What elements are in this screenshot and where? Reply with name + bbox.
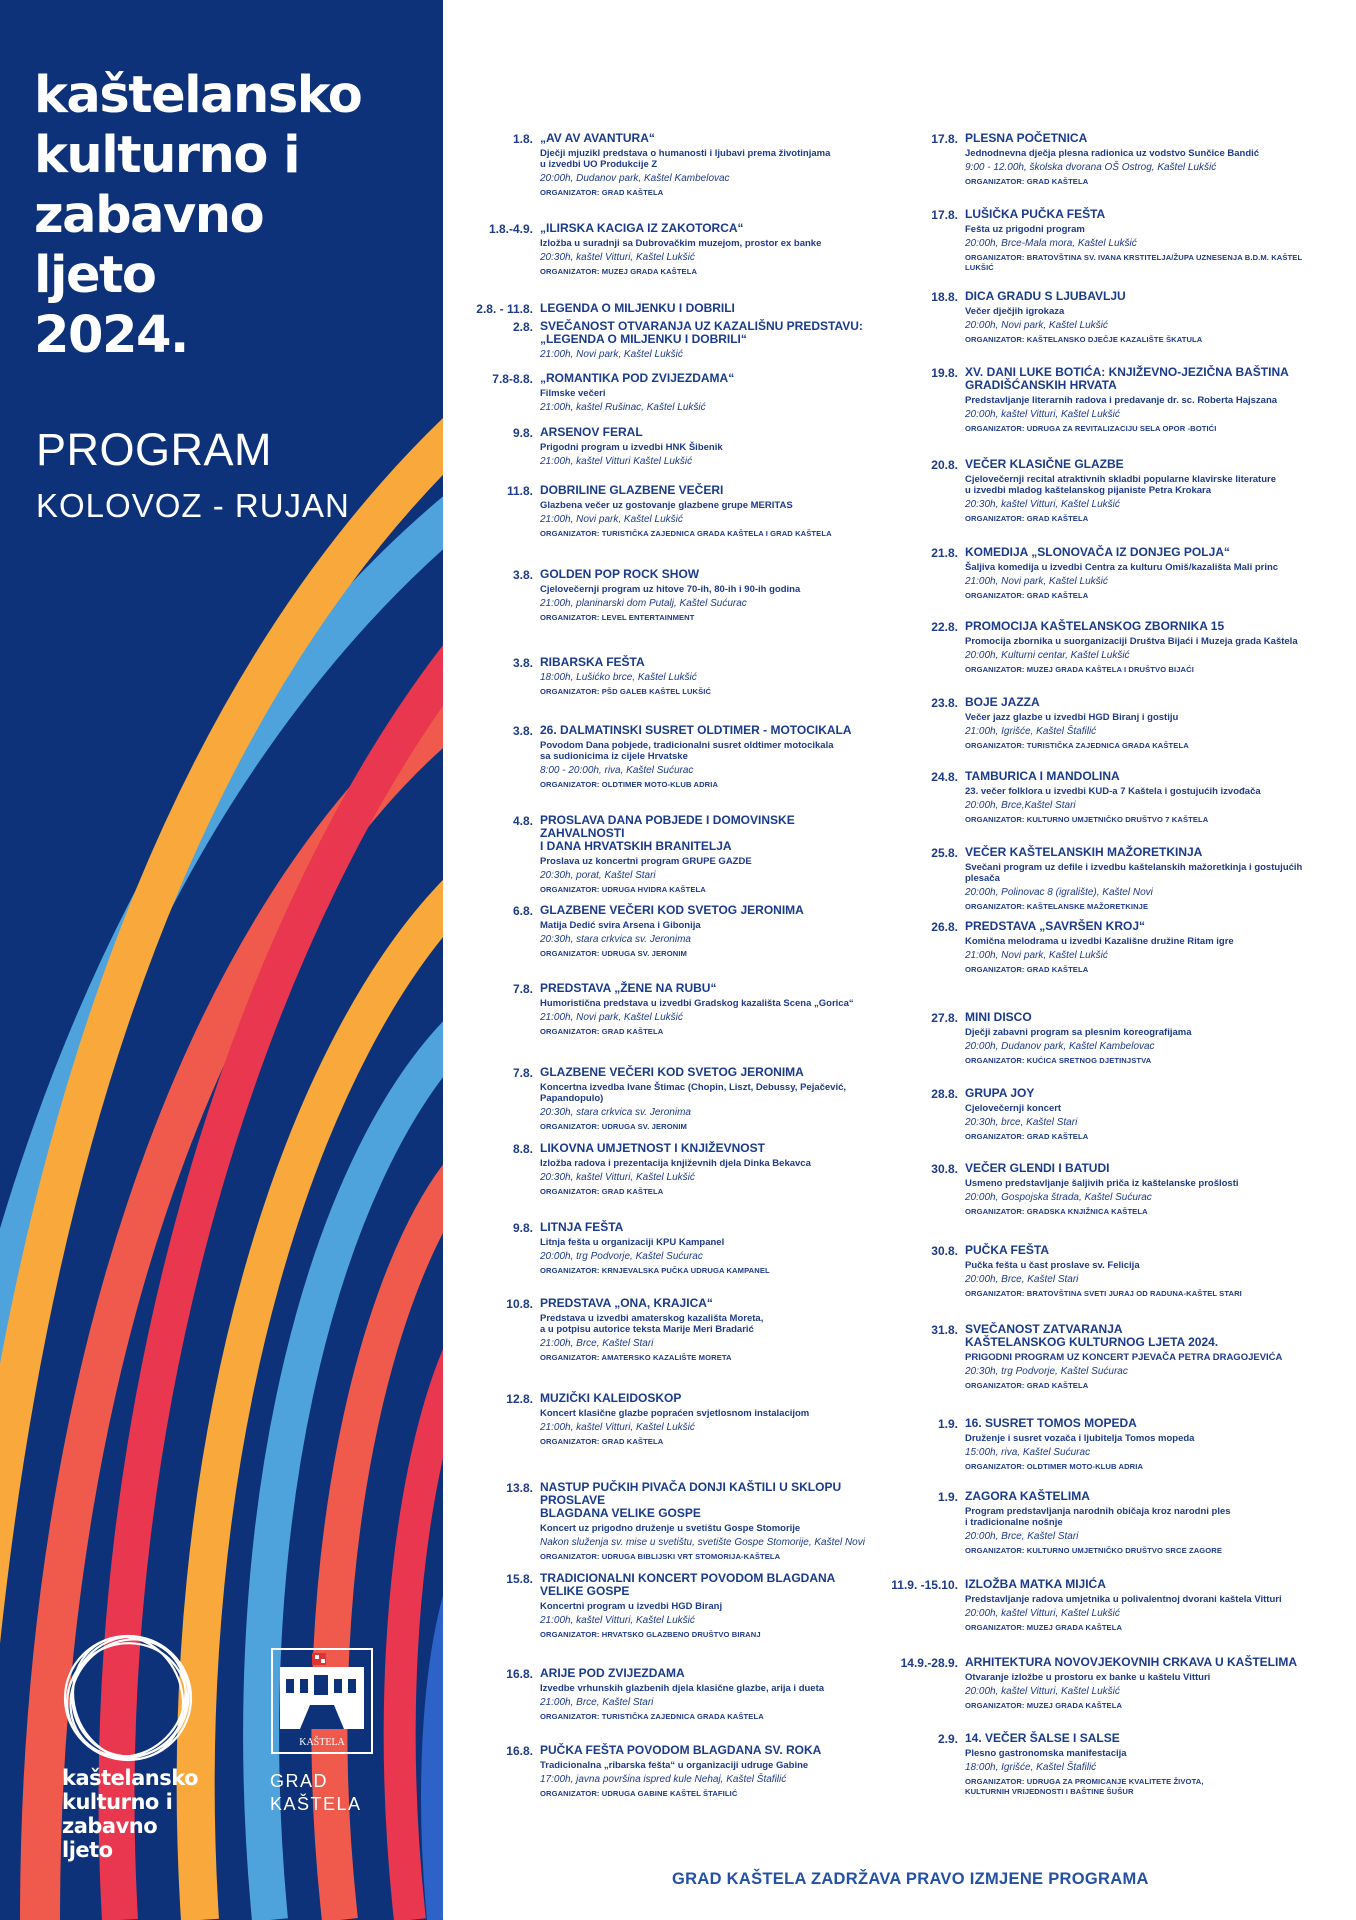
event-date: 28.8. — [931, 1087, 958, 1101]
event-time-location: 20:30h, kaštel Vitturi, Kaštel Lukšić — [540, 252, 695, 263]
event-time-location: 20:00h, kaštel Vitturi, Kaštel Lukšić — [965, 1608, 1120, 1619]
event-date: 27.8. — [931, 1011, 958, 1025]
event-time-location: 21:00h, Novi park, Kaštel Lukšić — [540, 349, 683, 360]
title-line: kulturno i — [34, 126, 300, 185]
event-description: Promocija zbornika u suorganizaciji Društva Bijaći i Muzeja grada Kaštela — [965, 636, 1298, 647]
event-date: 31.8. — [931, 1323, 958, 1337]
event-organizer: ORGANIZATOR: MUZEJ GRADA KAŠTELA — [965, 1701, 1123, 1710]
event-time-location: 21:00h, Brce, Kaštel Stari — [540, 1697, 654, 1708]
event-organizer: ORGANIZATOR: OLDTIMER MOTO-KLUB ADRIA — [965, 1462, 1144, 1471]
event-title: 14. VEČER ŠALSE I SALSE — [965, 1731, 1120, 1745]
event-item — [931, 845, 1315, 912]
event-organizer: ORGANIZATOR: GRAD KAŠTELA — [965, 1132, 1089, 1141]
event-item — [931, 289, 1315, 345]
event-organizer: ORGANIZATOR: GRAD KAŠTELA — [540, 1027, 664, 1036]
event-description: Cjelovečernji koncert — [965, 1103, 1062, 1114]
title-line: zabavno — [34, 186, 264, 245]
event-time-location: 18:00h, Igrišće, Kaštel Štafilić — [965, 1762, 1097, 1773]
event-organizer: ORGANIZATOR: UDRUGA SV. JERONIM — [540, 1122, 687, 1131]
event-time-location: 20:00h, trg Podvorje, Kaštel Sućurac — [540, 1251, 703, 1262]
event-title: LIKOVNA UMJETNOST I KNJIŽEVNOST — [540, 1141, 765, 1155]
event-title: LUŠIČKA PUČKA FEŠTA — [965, 207, 1106, 221]
event-title: DOBRILINE GLAZBENE VEČERI — [540, 483, 724, 497]
event-title: ARHITEKTURA NOVOVJEKOVNIH CRKAVA U KAŠTELIMA — [965, 1655, 1298, 1669]
event-date: 19.8. — [931, 366, 958, 380]
event-organizer: ORGANIZATOR: MUZEJ GRADA KAŠTELA — [965, 1623, 1123, 1632]
event-organizer: ORGANIZATOR: LEVEL ENTERTAINMENT — [540, 613, 695, 622]
event-item — [512, 567, 875, 623]
event-time-location: 15:00h, riva, Kaštel Sućurac — [965, 1447, 1091, 1458]
event-organizer: ORGANIZATOR: TURISTIČKA ZAJEDNICA GRADA KAŠTELA — [965, 741, 1189, 750]
event-description: Program predstavljanja narodnih običaja kroz narodni ples i tradicionalne nošnje — [965, 1506, 1231, 1528]
event-description: Plesno gastronomska manifestacija — [965, 1748, 1127, 1759]
event-description: Otvaranje izložbe u prostoru ex banke u kaštelu Vitturi — [965, 1672, 1211, 1683]
event-organizer: ORGANIZATOR: GRAD KAŠTELA — [540, 1437, 664, 1446]
event-title: „AV AV AVANTURA“ — [540, 131, 655, 145]
event-date: 11.9. -15.10. — [891, 1578, 958, 1592]
event-date: 23.8. — [931, 696, 958, 710]
event-time-location: 20:00h, Brce, Kaštel Stari — [965, 1531, 1079, 1542]
event-item — [931, 695, 1315, 751]
event-time-location: 20:00h, Novi park, Kaštel Lukšić — [965, 320, 1108, 331]
event-time-location: 18:00h, Lušićko brce, Kaštel Lukšić — [540, 672, 697, 683]
event-time-location: 20:00h, Brce-Mala mora, Kaštel Lukšić — [965, 238, 1137, 249]
event-description: Glazbena večer uz gostovanje glazbene grupe MERITAS — [540, 500, 793, 511]
event-title: GRUPA JOY — [965, 1086, 1035, 1100]
event-date: 1.9. — [937, 1417, 958, 1431]
event-organizer: ORGANIZATOR: KAŠTELANSKO DJEČJE KAZALIŠTE ŠKATULA — [965, 335, 1203, 344]
event-time-location: 20:30h, trg Podvorje, Kaštel Sućurac — [965, 1366, 1128, 1377]
event-date: 26.8. — [931, 920, 958, 934]
event-time-location: 20:00h, Brce,Kaštel Stari — [965, 800, 1076, 811]
event-description: Svečani program uz defile i izvedbu kaštelanskih mažoretkinja i gostujućih plesača — [965, 862, 1303, 884]
event-item — [931, 365, 1315, 434]
event-time-location: 20:00h, kaštel Vitturi, Kaštel Lukšić — [965, 409, 1120, 420]
event-item — [937, 1731, 1315, 1797]
event-date: 18.8. — [931, 290, 958, 304]
event-item — [512, 425, 875, 468]
event-item — [931, 1161, 1315, 1217]
event-title: IZLOŽBA MATKA MIJIĆA — [965, 1577, 1106, 1591]
event-item — [512, 655, 875, 697]
event-title: PROMOCIJA KAŠTELANSKOG ZBORNIKA 15 — [965, 619, 1225, 633]
event-title: PREDSTAVA „ŽENE NA RUBU“ — [540, 981, 717, 995]
event-time-location: 20:30h, stara crkvica sv. Jeronima — [540, 1107, 691, 1118]
event-item — [937, 1416, 1315, 1472]
event-description: Izvedbe vrhunskih glazbenih djela klasične glazbe, arija i dueta — [540, 1683, 825, 1694]
event-description: Fešta uz prigodni program — [965, 224, 1085, 235]
event-organizer: ORGANIZATOR: UDRUGA GABINE KAŠTEL ŠTAFILIĆ — [540, 1789, 738, 1798]
event-organizer: ORGANIZATOR: KRNJEVALSKA PUČKA UDRUGA KAMPANEL — [540, 1266, 770, 1275]
event-item — [506, 1391, 875, 1447]
event-date: 30.8. — [931, 1162, 958, 1176]
event-title: ARIJE POD ZVIJEZDAMA — [540, 1666, 685, 1680]
event-description: Predstavljanje radova umjetnika u polivalentnoj dvorani kaštela Vitturi — [965, 1594, 1282, 1605]
event-date: 3.8. — [512, 656, 533, 670]
event-item — [476, 301, 875, 316]
event-title: VEČER KAŠTELANSKIH MAŽORETKINJA — [965, 845, 1203, 859]
event-item — [512, 981, 875, 1037]
event-time-location: 21:00h, kaštel Vitturi, Kaštel Lukšić — [540, 1422, 695, 1433]
event-item — [891, 1577, 1315, 1633]
title-line: kaštelansko — [34, 66, 362, 125]
event-item — [900, 1655, 1315, 1711]
event-title: ARSENOV FERAL — [540, 425, 643, 439]
event-title: 26. DALMATINSKI SUSRET OLDTIMER - MOTOCIKALA — [540, 723, 852, 737]
event-title: LEGENDA O MILJENKU I DOBRILI — [540, 301, 735, 315]
event-organizer: ORGANIZATOR: GRAD KAŠTELA — [965, 177, 1089, 186]
event-date: 8.8. — [512, 1142, 533, 1156]
event-time-location: 20:00h, Polinovac 8 (igralište), Kaštel Novi — [965, 887, 1153, 898]
event-title: TAMBURICA I MANDOLINA — [965, 769, 1120, 783]
logo-line: kaštelansko — [62, 1766, 199, 1790]
event-organizer: ORGANIZATOR: MUZEJ GRADA KAŠTELA — [540, 267, 698, 276]
event-title: SVEČANOST ZATVARANJA KAŠTELANSKOG KULTURNOG LJETA 2024. — [965, 1322, 1219, 1349]
event-title: NASTUP PUČKIH PIVAČA DONJI KAŠTILI U SKLOPU PROSLAVE BLAGDANA VELIKE GOSPE — [540, 1480, 842, 1520]
event-title: SVEČANOST OTVARANJA UZ KAZALIŠNU PREDSTAVU: „LEGENDA O MILJENKU I DOBRILI“ — [540, 319, 863, 346]
event-title: PREDSTAVA „SAVRŠEN KROJ“ — [965, 919, 1146, 933]
event-organizer: ORGANIZATOR: KULTURNO UMJETNIČKO DRUŠTVO SRCE ZAGORE — [965, 1546, 1223, 1555]
event-time-location: 20:30h, kaštel Vitturi, Kaštel Lukšić — [965, 499, 1120, 510]
event-item — [512, 813, 875, 895]
event-time-location: 21:00h, Novi park, Kaštel Lukšić — [540, 1012, 683, 1023]
event-date: 17.8. — [931, 208, 958, 222]
event-date: 30.8. — [931, 1244, 958, 1258]
event-organizer: ORGANIZATOR: AMATERSKO KAZALIŠTE MORETA — [540, 1353, 732, 1362]
event-organizer: ORGANIZATOR: GRAD KAŠTELA — [965, 965, 1089, 974]
event-item — [931, 1010, 1315, 1066]
event-description: Večer jazz glazbe u izvedbi HGD Biranj i gostiju — [965, 712, 1179, 723]
event-item — [931, 545, 1315, 601]
event-item — [931, 619, 1315, 675]
event-organizer: ORGANIZATOR: KUĆICA SRETNOG DJETINJSTVA — [965, 1056, 1152, 1065]
event-description: Litnja fešta u organizaciji KPU Kampanel — [540, 1237, 725, 1248]
event-title: MINI DISCO — [965, 1010, 1032, 1024]
event-time-location: 17:00h, javna površina ispred kule Nehaj, Kaštel Štafilić — [540, 1774, 787, 1785]
event-description: Povodom Dana pobjede, tradicionalni susret oldtimer motocikala sa sudionicima iz cijele Hrvatske — [540, 740, 834, 762]
event-item — [512, 1065, 875, 1132]
event-item — [506, 1296, 875, 1363]
city-line: KAŠTELA — [270, 1794, 362, 1814]
event-title: PUČKA FEŠTA — [965, 1243, 1049, 1257]
event-item — [512, 723, 875, 790]
event-item — [512, 319, 875, 361]
event-date: 7.8. — [512, 1066, 533, 1080]
event-item — [512, 903, 875, 959]
event-organizer: ORGANIZATOR: GRAD KAŠTELA — [540, 188, 664, 197]
event-description: Koncert klasične glazbe popraćen svjetlosnom instalacijom — [540, 1408, 810, 1419]
event-title: RIBARSKA FEŠTA — [540, 655, 645, 669]
event-date: 17.8. — [931, 132, 958, 146]
event-time-location: 9:00 - 12.00h, školska dvorana OŠ Ostrog, Kaštel Lukšić — [965, 162, 1217, 173]
event-title: PREDSTAVA „ONA, KRAJICA“ — [540, 1296, 713, 1310]
event-organizer: ORGANIZATOR: GRAD KAŠTELA — [965, 1381, 1089, 1390]
event-organizer: ORGANIZATOR: TURISTIČKA ZAJEDNICA GRADA KAŠTELA — [540, 1712, 764, 1721]
event-description: Izložba radova i prezentacija književnih djela Dinka Bekavca — [540, 1158, 811, 1169]
event-date: 16.8. — [506, 1667, 533, 1681]
event-item — [506, 1666, 875, 1722]
event-title: BOJE JAZZA — [965, 695, 1040, 709]
event-description: Proslava uz koncertni program GRUPE GAZDE — [540, 856, 752, 867]
event-organizer: ORGANIZATOR: GRAD KAŠTELA — [965, 514, 1089, 523]
event-date: 12.8. — [506, 1392, 533, 1406]
event-description: Dječji mjuzikl predstava o humanosti i ljubavi prema životinjama u izvedbi UO Produkcije Z — [540, 148, 831, 170]
event-description: Predstavljanje literarnih radova i predavanje dr. sc. Roberta Hajszana — [965, 395, 1278, 406]
event-date: 20.8. — [931, 458, 958, 472]
event-time-location: 20:30h, brce, Kaštel Stari — [965, 1117, 1078, 1128]
event-organizer: ORGANIZATOR: HRVATSKO GLAZBENO DRUŠTVO BIRANJ — [540, 1630, 761, 1639]
event-organizer: ORGANIZATOR: OLDTIMER MOTO-KLUB ADRIA — [540, 780, 719, 789]
event-date: 4.8. — [512, 814, 533, 828]
event-time-location: 20:00h, Dudanov park, Kaštel Kambelovac — [540, 173, 730, 184]
event-title: GOLDEN POP ROCK SHOW — [540, 567, 700, 581]
logo-line: ljeto — [62, 1838, 113, 1862]
event-title: VEČER GLENDI I BATUDI — [965, 1161, 1110, 1175]
event-time-location: 20:00h, Kulturni centar, Kaštel Lukšić — [965, 650, 1130, 661]
event-title: PLESNA POČETNICA — [965, 131, 1088, 145]
event-item — [931, 769, 1315, 825]
event-date: 10.8. — [506, 1297, 533, 1311]
event-time-location: 20:30h, kaštel Vitturi, Kaštel Lukšić — [540, 1172, 695, 1183]
event-item — [931, 919, 1315, 975]
event-title: 16. SUSRET TOMOS MOPEDA — [965, 1416, 1137, 1430]
event-date: 3.8. — [512, 724, 533, 738]
event-description: 23. večer folklora u izvedbi KUD-a 7 Kaštela i gostujućih izvođača — [965, 786, 1261, 797]
event-date: 11.8. — [506, 484, 533, 498]
festival-logo-icon — [58, 1628, 198, 1768]
event-organizer: ORGANIZATOR: BRATOVŠTINA SV. IVANA KRSTITELJA/ŽUPA UZNESENJA B.D.M. KAŠTEL LUKŠIĆ — [965, 253, 1303, 272]
event-title: XV. DANI LUKE BOTIĆA: KNJIŽEVNO-JEZIČNA BAŠTINA GRADIŠĆANSKIH HRVATA — [965, 365, 1289, 392]
festival-title — [34, 66, 361, 366]
event-description: Šaljiva komedija u izvedbi Centra za kulturu Omiš/kazališta Mali princ — [965, 562, 1279, 573]
event-item — [512, 1141, 875, 1197]
event-title: MUZIČKI KALEIDOSKOP — [540, 1391, 682, 1405]
event-organizer: ORGANIZATOR: KULTURNO UMJETNIČKO DRUŠTVO 7 KAŠTELA — [965, 815, 1209, 824]
event-time-location: 21:00h, Novi park, Kaštel Lukšić — [965, 950, 1108, 961]
title-line: 2024. — [34, 306, 188, 365]
event-time-location: Nakon služenja sv. mise u svetištu, svetište Gospe Stomorije, Kaštel Novi — [540, 1537, 865, 1548]
event-organizer: ORGANIZATOR: GRADSKA KNJIŽNICA KAŠTELA — [965, 1207, 1148, 1216]
event-time-location: 20:00h, Gospojska štrada, Kaštel Sućurac — [965, 1192, 1152, 1203]
event-date: 24.8. — [931, 770, 958, 784]
title-line: ljeto — [34, 246, 156, 305]
event-time-location: 21:00h, Novi park, Kaštel Lukšić — [540, 514, 683, 525]
event-date: 21.8. — [931, 546, 958, 560]
event-date: 1.9. — [937, 1490, 958, 1504]
event-time-location: 21:00h, planinarski dom Putalj, Kaštel Sućurac — [540, 598, 747, 609]
event-time-location: 21:00h, kaštel Vitturi Kaštel Lukšić — [540, 456, 693, 467]
event-organizer: ORGANIZATOR: TURISTIČKA ZAJEDNICA GRADA KAŠTELA I GRAD KAŠTELA — [540, 529, 832, 538]
event-date: 3.8. — [512, 568, 533, 582]
event-description: Usmeno predstavljanje šaljivih priča iz kaštelanske prošlosti — [965, 1178, 1239, 1189]
event-date: 2.9. — [937, 1732, 958, 1746]
crest-label: KAŠTELA — [299, 1737, 345, 1748]
event-item — [512, 131, 875, 198]
event-description: Izložba u suradnji sa Dubrovačkim muzejom, prostor ex banke — [540, 238, 822, 249]
event-time-location: 21:00h, Igrišće, Kaštel Štafilić — [965, 726, 1097, 737]
logo-line: kulturno i — [62, 1790, 173, 1814]
event-organizer: ORGANIZATOR: UDRUGA ZA REVITALIZACIJU SELA OPOR -BOTIĆI — [965, 424, 1217, 433]
event-organizer: ORGANIZATOR: BRATOVŠTINA SVETI JURAJ OD RADUNA-KAŠTEL STARI — [965, 1289, 1242, 1298]
event-description: PRIGODNI PROGRAM UZ KONCERT PJEVAČA PETRA DRAGOJEVIĆA — [965, 1352, 1283, 1363]
event-description: Prigodni program u izvedbi HNK Šibenik — [540, 442, 723, 453]
event-description: Koncertni program u izvedbi HGD Biranj — [540, 1601, 723, 1612]
event-organizer: ORGANIZATOR: UDRUGA ZA PROMICANJE KVALITETE ŽIVOTA, KULTURNIH VRIJEDNOSTI I BAŠTINE ŠUŠUR — [965, 1777, 1204, 1796]
event-time-location: 20:00h, kaštel Vitturi, Kaštel Lukšić — [965, 1686, 1120, 1697]
event-description: Koncertna izvedba Ivane Štimac (Chopin, Liszt, Debussy, Pejačević, Papandopulo) — [540, 1082, 847, 1104]
city-name — [270, 1770, 362, 1816]
event-item — [506, 1571, 875, 1640]
event-date: 6.8. — [512, 904, 533, 918]
event-date: 14.9.-28.9. — [900, 1656, 958, 1670]
event-item — [506, 483, 875, 539]
event-description: Koncert uz prigodno druženje u svetištu Gospe Stomorije — [540, 1523, 801, 1534]
event-time-location: 21:00h, Novi park, Kaštel Lukšić — [965, 576, 1108, 587]
event-description: Pučka fešta u čast proslave sv. Felicija — [965, 1260, 1140, 1271]
event-organizer: ORGANIZATOR: MUZEJ GRADA KAŠTELA I DRUŠTVO BIJAĆI — [965, 665, 1194, 674]
event-title: „ROMANTIKA POD ZVIJEZDAMA“ — [540, 371, 735, 385]
logo-line: zabavno — [62, 1814, 158, 1838]
event-date: 13.8. — [506, 1481, 533, 1495]
event-item — [931, 1322, 1315, 1391]
event-date: 22.8. — [931, 620, 958, 634]
event-item — [506, 1480, 875, 1562]
event-description: Večer dječjih igrokaza — [965, 306, 1065, 317]
event-time-location: 20:30h, stara crkvica sv. Jeronima — [540, 934, 691, 945]
event-organizer: ORGANIZATOR: UDRUGA BIBLIJSKI VRT STOMORIJA-KAŠTELA — [540, 1552, 781, 1561]
event-description: Druženje i susret vozača i ljubitelja Tomos mopeda — [965, 1433, 1195, 1444]
event-organizer: ORGANIZATOR: UDRUGA HVIDRA KAŠTELA — [540, 885, 706, 894]
event-title: KOMEDIJA „SLONOVAČA IZ DONJEG POLJA“ — [965, 545, 1230, 559]
event-title: „ILIRSKA KACIGA IZ ZAKOTORCA“ — [540, 221, 744, 235]
event-date: 7.8-8.8. — [492, 372, 533, 386]
event-title: GLAZBENE VEČERI KOD SVETOG JERONIMA — [540, 903, 804, 917]
period-label: KOLOVOZ - RUJAN — [36, 487, 350, 524]
event-date: 9.8. — [512, 426, 533, 440]
event-item — [492, 371, 875, 414]
event-title: PUČKA FEŠTA POVODOM BLAGDANA SV. ROKA — [540, 1743, 822, 1757]
event-item — [931, 457, 1315, 524]
event-description: Komična melodrama u izvedbi Kazališne družine Ritam igre — [965, 936, 1234, 947]
event-date: 1.8.-4.9. — [488, 222, 533, 236]
event-time-location: 21:00h, kaštel Rušinac, Kaštel Lukšić — [540, 402, 706, 413]
event-time-location: 8:00 - 20:00h, riva, Kaštel Sućurac — [540, 765, 694, 776]
event-title: TRADICIONALNI KONCERT POVODOM BLAGDANA VELIKE GOSPE — [540, 1571, 836, 1598]
event-title: DICA GRADU S LJUBAVLJU — [965, 289, 1126, 303]
event-organizer: ORGANIZATOR: GRAD KAŠTELA — [540, 1187, 664, 1196]
event-date: 25.8. — [931, 846, 958, 860]
event-date: 9.8. — [512, 1221, 533, 1235]
logo-wordmark — [62, 1766, 198, 1862]
event-item — [931, 1243, 1315, 1299]
event-description: Humoristična predstava u izvedbi Gradskog kazališta Scena „Gorica“ — [540, 998, 854, 1009]
event-description: Filmske večeri — [540, 388, 606, 399]
event-item — [931, 207, 1315, 273]
event-item — [506, 1743, 875, 1799]
event-description: Dječji zabavni program sa plesnim koreografijama — [965, 1027, 1192, 1038]
event-time-location: 21:00h, Brce, Kaštel Stari — [540, 1338, 654, 1349]
event-date: 16.8. — [506, 1744, 533, 1758]
event-title: LITNJA FEŠTA — [540, 1220, 624, 1234]
event-organizer: ORGANIZATOR: UDRUGA SV. JERONIM — [540, 949, 687, 958]
event-description: Cjelovečernji recital atraktivnih skladbi popularne klavirske literature u izvedbi mladog kaštelanskog pijaniste Petra Krokara — [965, 474, 1276, 496]
event-time-location: 20:00h, Brce, Kaštel Stari — [965, 1274, 1079, 1285]
event-date: 7.8. — [512, 982, 533, 996]
event-time-location: 20:30h, porat, Kaštel Stari — [540, 870, 656, 881]
event-item — [937, 1489, 1315, 1556]
program-label: PROGRAM — [36, 424, 273, 475]
event-item — [488, 221, 875, 277]
event-date: 15.8. — [506, 1572, 533, 1586]
city-crest-icon — [270, 1645, 374, 1755]
event-organizer: ORGANIZATOR: KAŠTELANSKE MAŽORETKINJE — [965, 902, 1149, 911]
event-title: GLAZBENE VEČERI KOD SVETOG JERONIMA — [540, 1065, 804, 1079]
event-date: 2.8. — [512, 320, 533, 334]
event-description: Tradicionalna „ribarska fešta“ u organizaciji udruge Gabine — [540, 1760, 809, 1771]
event-organizer: ORGANIZATOR: PŠD GALEB KAŠTEL LUKŠIĆ — [540, 687, 712, 696]
event-item — [931, 131, 1315, 187]
event-item — [512, 1220, 875, 1276]
city-line: GRAD — [270, 1771, 329, 1791]
footer-disclaimer: GRAD KAŠTELA ZADRŽAVA PRAVO IZMJENE PROGRAMA — [672, 1870, 1149, 1888]
event-date: 2.8. - 11.8. — [476, 302, 533, 316]
event-organizer: ORGANIZATOR: GRAD KAŠTELA — [965, 591, 1089, 600]
event-title: PROSLAVA DANA POBJEDE I DOMOVINSKE ZAHVALNOSTI I DANA HRVATSKIH BRANITELJA — [540, 813, 795, 853]
sidebar-panel — [0, 0, 443, 1920]
event-date: 1.8. — [512, 132, 533, 146]
event-description: Predstava u izvedbi amaterskog kazališta Moreta, a u potpisu autorice teksta Marije Meri Bradarić — [540, 1313, 764, 1335]
event-description: Jednodnevna dječja plesna radionica uz vodstvo Sunčice Bandić — [965, 148, 1260, 159]
event-time-location: 21:00h, kaštel Vitturi, Kaštel Lukšić — [540, 1615, 695, 1626]
event-title: VEČER KLASIČNE GLAZBE — [965, 457, 1124, 471]
event-item — [931, 1086, 1315, 1142]
event-description: Matija Dedić svira Arsena i Gibonija — [540, 920, 701, 931]
event-description: Cjelovečernji program uz hitove 70-ih, 80-ih i 90-ih godina — [540, 584, 801, 595]
event-time-location: 20:00h, Dudanov park, Kaštel Kambelovac — [965, 1041, 1155, 1052]
event-title: ZAGORA KAŠTELIMA — [965, 1489, 1090, 1503]
